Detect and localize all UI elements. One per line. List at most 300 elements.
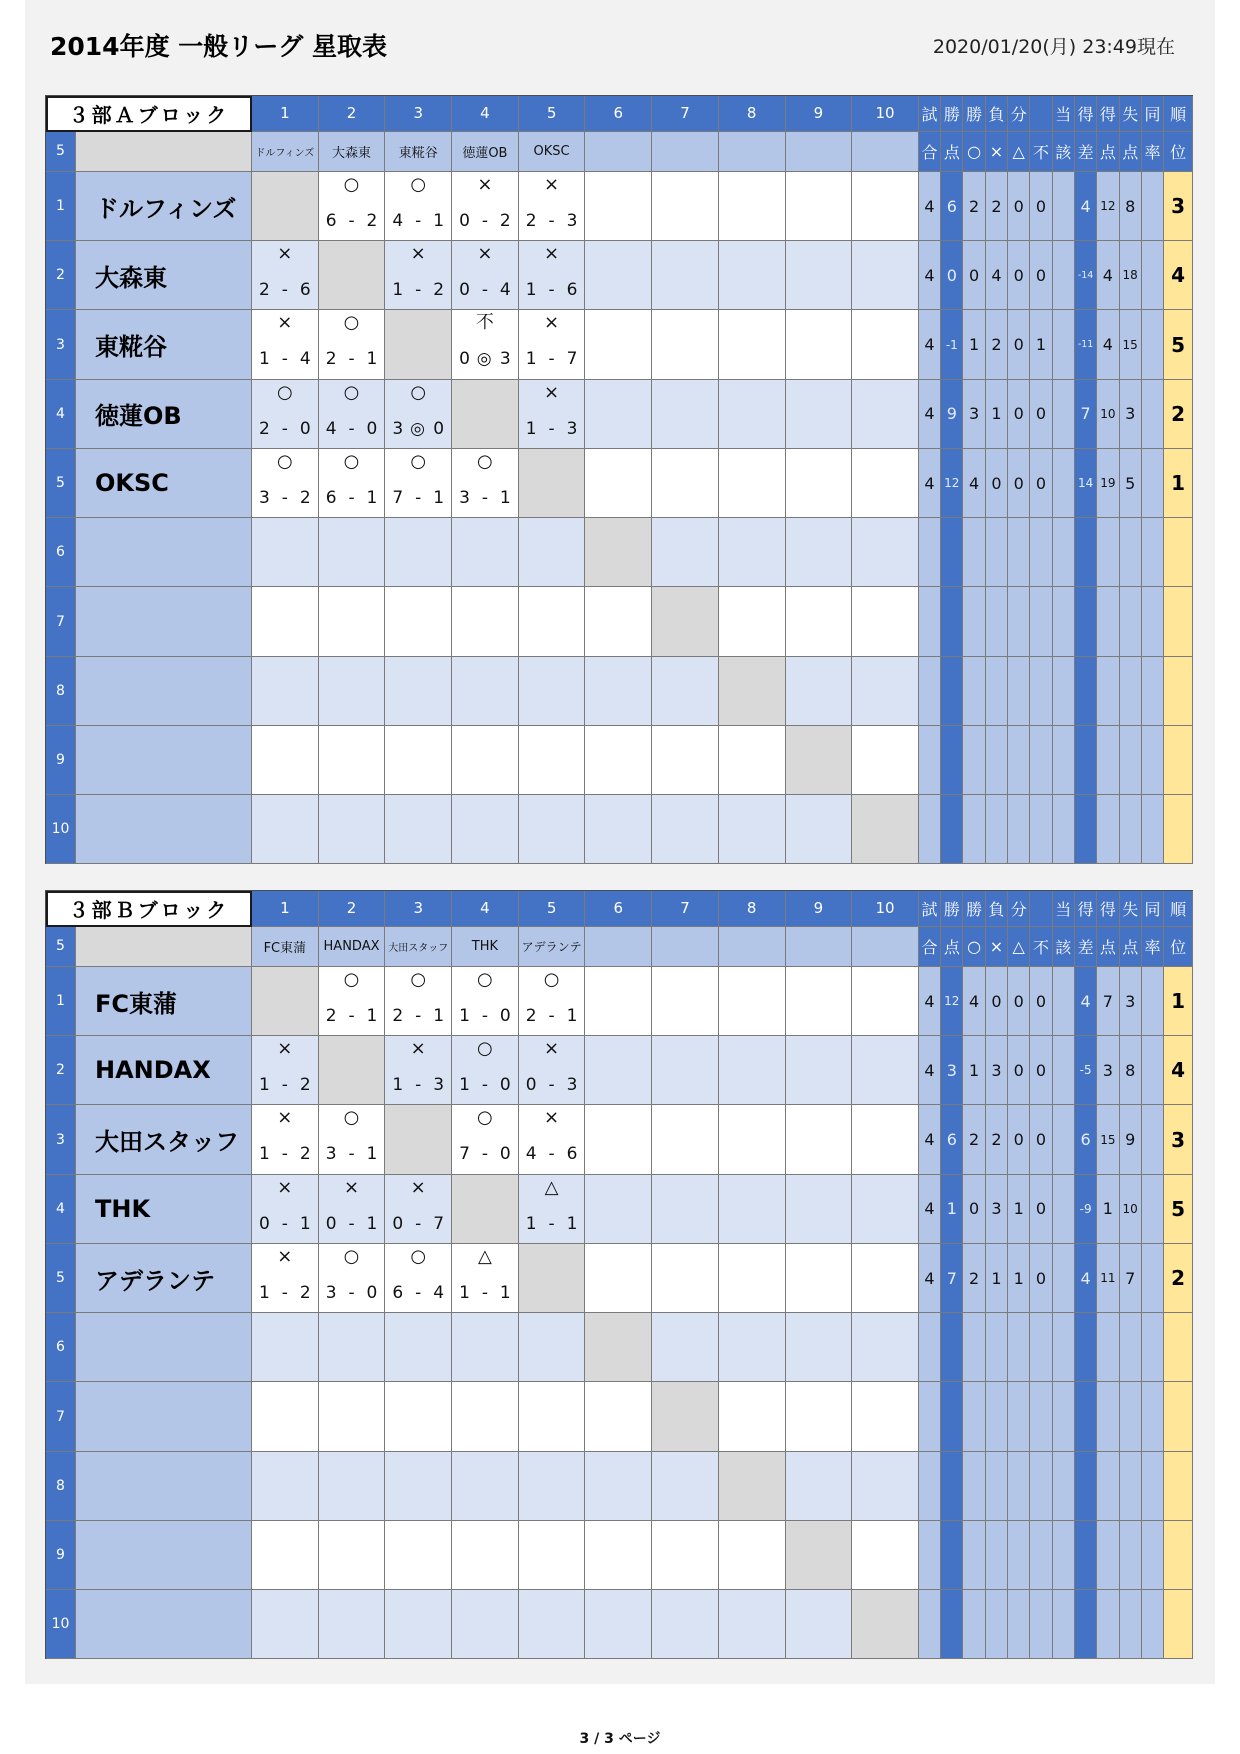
- match-score: 3 - 0: [325, 1282, 378, 1303]
- column-number-10: 10: [852, 891, 919, 927]
- stat-head-to-head: [1053, 1175, 1075, 1244]
- stat-wins: [963, 726, 985, 795]
- stat-rank: [1164, 657, 1193, 726]
- empty-match-cell: [585, 726, 652, 795]
- empty-match-cell: [719, 1521, 786, 1590]
- empty-match-cell: [252, 726, 319, 795]
- stat-wins: [963, 657, 985, 726]
- match-score: 1 - 2: [392, 280, 445, 301]
- team-name-cell: [76, 241, 252, 310]
- stat-goals-for: [1097, 1382, 1119, 1451]
- stat-head-to-head: [1053, 795, 1075, 864]
- result-mark: ×: [410, 1038, 426, 1060]
- empty-match-cell: [385, 657, 452, 726]
- stat-goals-for: 12: [1097, 172, 1119, 241]
- result-mark: ○: [410, 1245, 427, 1267]
- team-count: 5: [46, 927, 76, 967]
- short-name-cell-5: [519, 927, 586, 967]
- match-result-cell: [519, 310, 586, 379]
- column-number-10: 10: [852, 96, 919, 132]
- short-name-cell-4: [452, 132, 519, 172]
- empty-match-cell: [652, 449, 719, 518]
- stat-wins: [963, 1590, 985, 1659]
- empty-match-cell: [319, 1313, 386, 1382]
- empty-match-cell: [652, 310, 719, 379]
- result-mark: ○: [343, 312, 360, 334]
- empty-match-cell: [252, 587, 319, 656]
- short-name-cell-1: [252, 132, 319, 172]
- stat-goals-for: [1097, 1521, 1119, 1590]
- empty-match-cell: [452, 726, 519, 795]
- row-number: 9: [46, 1521, 76, 1590]
- empty-match-cell: [719, 1313, 786, 1382]
- opponent-short-name: 徳蓮OB: [462, 145, 508, 161]
- match-score: 3 - 2: [259, 487, 311, 508]
- stat-head-to-head: [1053, 1313, 1075, 1382]
- column-number-6: 6: [585, 96, 652, 132]
- stat-head-to-head: [1053, 1105, 1075, 1174]
- match-result-cell: [452, 1105, 519, 1174]
- stat-points: [941, 518, 963, 587]
- match-result-cell: [319, 1105, 386, 1174]
- stat-wins: [963, 1521, 985, 1590]
- short-name-cell-5: [519, 132, 586, 172]
- stat-header-points-top: 勝: [941, 96, 963, 132]
- match-score: 0 - 3: [525, 1075, 578, 1096]
- result-mark: ×: [477, 243, 493, 265]
- stat-goals-against: 15: [1120, 310, 1142, 379]
- match-result-cell: [319, 172, 386, 241]
- stat-goals-against: 10: [1120, 1175, 1142, 1244]
- stat-rank: 4: [1164, 1036, 1193, 1105]
- match-result-cell: [385, 1244, 452, 1313]
- stat-header-games-top: 試: [919, 96, 941, 132]
- stat-header-goals-for-top: 得: [1097, 96, 1119, 132]
- row-number: 6: [46, 518, 76, 587]
- empty-match-cell: [652, 518, 719, 587]
- column-number-9: 9: [786, 891, 853, 927]
- match-score: 1 - 3: [392, 1075, 445, 1096]
- stat-header-tie-rate-bottom: 率: [1142, 927, 1164, 967]
- stat-header-draws-top: 分: [1008, 891, 1030, 927]
- empty-match-cell: [852, 1313, 919, 1382]
- empty-match-cell: [519, 657, 586, 726]
- stat-draws: [1008, 1452, 1030, 1521]
- stat-rank: [1164, 587, 1193, 656]
- empty-match-cell: [319, 1521, 386, 1590]
- result-mark: ×: [544, 173, 560, 195]
- self-match-cell: [252, 967, 319, 1036]
- stat-games: [919, 657, 941, 726]
- match-score: 1 - 7: [525, 349, 578, 370]
- match-score: 0 - 1: [325, 1213, 378, 1234]
- stat-goal-diff: [1075, 1590, 1097, 1659]
- empty-match-cell: [652, 380, 719, 449]
- match-result-cell: [385, 172, 452, 241]
- result-mark: △: [544, 1176, 559, 1198]
- empty-match-cell: [252, 1590, 319, 1659]
- stat-goals-against: 8: [1120, 1036, 1142, 1105]
- stat-goals-for: 3: [1097, 1036, 1119, 1105]
- stat-head-to-head: [1053, 310, 1075, 379]
- match-result-cell: [252, 380, 319, 449]
- short-name-cell-6: [585, 927, 652, 967]
- match-score: 0 - 2: [459, 210, 511, 231]
- match-result-cell: [452, 449, 519, 518]
- column-number-7: 7: [652, 96, 719, 132]
- stat-forfeits: 0: [1030, 380, 1052, 449]
- result-mark: ×: [277, 1245, 293, 1267]
- empty-match-cell: [652, 1590, 719, 1659]
- empty-match-cell: [786, 657, 853, 726]
- stat-goal-diff: -5: [1075, 1036, 1097, 1105]
- stat-wins: [963, 1382, 985, 1451]
- empty-match-cell: [452, 1521, 519, 1590]
- stat-wins: 2: [963, 1105, 985, 1174]
- stat-forfeits: [1030, 518, 1052, 587]
- stat-goals-against: 3: [1120, 967, 1142, 1036]
- empty-match-cell: [252, 1382, 319, 1451]
- match-result-cell: [319, 449, 386, 518]
- stat-goal-diff: [1075, 587, 1097, 656]
- stat-games: [919, 1521, 941, 1590]
- stat-tie-rate: [1142, 726, 1164, 795]
- empty-match-cell: [786, 172, 853, 241]
- short-name-cell-8: [719, 132, 786, 172]
- result-mark: ○: [276, 381, 293, 403]
- stat-draws: 1: [1008, 1175, 1030, 1244]
- stat-rank: 5: [1164, 1175, 1193, 1244]
- empty-match-cell: [852, 241, 919, 310]
- match-score: 1 - 0: [459, 1005, 511, 1026]
- stat-header-rank-top: 順: [1164, 891, 1193, 927]
- stat-tie-rate: [1142, 518, 1164, 587]
- match-score: 4 - 0: [325, 418, 378, 439]
- result-mark: ×: [544, 1107, 560, 1129]
- match-result-cell: [519, 967, 586, 1036]
- as-of-timestamp: 2020/01/20(月) 23:49現在: [932, 36, 1175, 58]
- column-number-2: 2: [319, 891, 386, 927]
- empty-match-cell: [852, 657, 919, 726]
- short-name-cell-8: [719, 927, 786, 967]
- stat-games: 4: [919, 449, 941, 518]
- stat-goals-for: [1097, 587, 1119, 656]
- stat-goal-diff: 7: [1075, 380, 1097, 449]
- stat-header-tie-rate-bottom: 率: [1142, 132, 1164, 172]
- stat-header-forfeits-top: [1030, 891, 1052, 927]
- stat-draws: [1008, 1590, 1030, 1659]
- row-number: 4: [46, 380, 76, 449]
- empty-match-cell: [786, 1382, 853, 1451]
- stat-tie-rate: [1142, 967, 1164, 1036]
- stat-goal-diff: [1075, 657, 1097, 726]
- short-name-cell-6: [585, 132, 652, 172]
- empty-match-cell: [719, 1175, 786, 1244]
- empty-match-cell: [786, 449, 853, 518]
- empty-match-cell: [585, 1036, 652, 1105]
- stat-header-tie-rate-top: 同: [1142, 96, 1164, 132]
- self-match-cell: [852, 795, 919, 864]
- result-mark: ○: [410, 968, 427, 990]
- match-score: 6 - 2: [325, 210, 378, 231]
- stat-head-to-head: [1053, 241, 1075, 310]
- result-mark: ○: [343, 173, 360, 195]
- match-result-cell: [252, 1244, 319, 1313]
- empty-match-cell: [452, 518, 519, 587]
- stat-tie-rate: [1142, 1452, 1164, 1521]
- empty-match-cell: [852, 518, 919, 587]
- result-mark: ○: [343, 450, 360, 472]
- opponent-short-name: OKSC: [533, 143, 570, 159]
- stat-goals-against: [1120, 587, 1142, 656]
- stat-wins: 2: [963, 172, 985, 241]
- stat-losses: [986, 1313, 1008, 1382]
- result-mark: ×: [277, 1176, 293, 1198]
- team-name-cell: [76, 726, 252, 795]
- stat-forfeits: [1030, 1452, 1052, 1521]
- empty-match-cell: [452, 1452, 519, 1521]
- stat-goals-against: 3: [1120, 380, 1142, 449]
- stat-points: [941, 1521, 963, 1590]
- team-name: 徳蓮OB: [95, 402, 182, 431]
- match-score: 0 - 7: [392, 1213, 445, 1234]
- column-number-4: 4: [452, 96, 519, 132]
- stat-forfeits: 0: [1030, 1105, 1052, 1174]
- empty-match-cell: [585, 1521, 652, 1590]
- team-name-cell: [76, 657, 252, 726]
- stat-rank: 4: [1164, 241, 1193, 310]
- empty-match-cell: [652, 726, 719, 795]
- empty-match-cell: [786, 241, 853, 310]
- stat-head-to-head: [1053, 967, 1075, 1036]
- empty-match-cell: [385, 518, 452, 587]
- stat-goals-for: 4: [1097, 310, 1119, 379]
- stat-head-to-head: [1053, 587, 1075, 656]
- short-name-cell-1: [252, 927, 319, 967]
- team-name-cell: [76, 518, 252, 587]
- match-result-cell: [519, 241, 586, 310]
- stat-tie-rate: [1142, 1313, 1164, 1382]
- match-result-cell: [519, 1036, 586, 1105]
- result-mark: 不: [475, 312, 494, 334]
- stat-tie-rate: [1142, 587, 1164, 656]
- team-name: HANDAX: [95, 1056, 211, 1085]
- row-number: 5: [46, 1244, 76, 1313]
- empty-match-cell: [519, 795, 586, 864]
- stat-losses: 2: [986, 1105, 1008, 1174]
- result-mark: △: [477, 1245, 492, 1267]
- stat-tie-rate: [1142, 1175, 1164, 1244]
- result-mark: ×: [277, 243, 293, 265]
- short-name-cell-2: [319, 132, 386, 172]
- match-score: 0 - 4: [459, 280, 511, 301]
- column-number-1: 1: [252, 891, 319, 927]
- empty-match-cell: [385, 795, 452, 864]
- empty-match-cell: [585, 310, 652, 379]
- empty-match-cell: [852, 380, 919, 449]
- stat-head-to-head: [1053, 380, 1075, 449]
- empty-match-cell: [452, 1590, 519, 1659]
- empty-match-cell: [852, 1036, 919, 1105]
- result-mark: ×: [477, 173, 493, 195]
- team-name-cell: [76, 172, 252, 241]
- empty-match-cell: [319, 587, 386, 656]
- empty-match-cell: [252, 1313, 319, 1382]
- empty-match-cell: [786, 1244, 853, 1313]
- stat-goals-against: 7: [1120, 1244, 1142, 1313]
- stat-tie-rate: [1142, 310, 1164, 379]
- opponent-short-name: ドルフィンズ: [255, 147, 315, 159]
- empty-match-cell: [519, 1521, 586, 1590]
- stat-losses: 4: [986, 241, 1008, 310]
- empty-match-cell: [786, 1590, 853, 1659]
- block-label: ３部Ｂブロック: [46, 891, 252, 927]
- match-result-cell: [319, 310, 386, 379]
- match-result-cell: [252, 1036, 319, 1105]
- empty-match-cell: [852, 587, 919, 656]
- result-mark: ○: [343, 968, 360, 990]
- short-name-cell-3: [385, 927, 452, 967]
- stat-points: 1: [941, 1175, 963, 1244]
- stat-points: [941, 1313, 963, 1382]
- stat-header-forfeits-bottom: 不: [1030, 132, 1052, 172]
- row-number: 10: [46, 795, 76, 864]
- empty-match-cell: [786, 1313, 853, 1382]
- match-result-cell: [252, 310, 319, 379]
- stat-games: 4: [919, 380, 941, 449]
- empty-match-cell: [719, 1244, 786, 1313]
- team-name-cell: [76, 310, 252, 379]
- stat-goal-diff: [1075, 518, 1097, 587]
- self-match-cell: [719, 1452, 786, 1521]
- stat-header-head-to-head-bottom: 該: [1053, 132, 1075, 172]
- empty-match-cell: [719, 726, 786, 795]
- empty-match-cell: [786, 380, 853, 449]
- self-match-cell: [385, 1105, 452, 1174]
- opponent-short-name: アデランテ: [521, 939, 582, 954]
- stat-header-goals-against-top: 失: [1120, 891, 1142, 927]
- opponent-short-name: FC東蒲: [263, 940, 307, 956]
- empty-match-cell: [385, 587, 452, 656]
- block-b-standings-table: [45, 890, 1193, 1659]
- stat-wins: [963, 1452, 985, 1521]
- team-name-cell: [76, 1244, 252, 1313]
- stat-header-wins-bottom: ○: [963, 927, 985, 967]
- stat-goal-diff: 6: [1075, 1105, 1097, 1174]
- stat-goal-diff: [1075, 726, 1097, 795]
- match-score: 4 - 6: [525, 1144, 578, 1165]
- match-result-cell: [385, 1175, 452, 1244]
- stat-header-tie-rate-top: 同: [1142, 891, 1164, 927]
- empty-match-cell: [585, 795, 652, 864]
- stat-rank: [1164, 1590, 1193, 1659]
- short-name-cell-10: [852, 132, 919, 172]
- empty-match-cell: [585, 657, 652, 726]
- stat-points: [941, 726, 963, 795]
- stat-tie-rate: [1142, 1105, 1164, 1174]
- match-score: 6 - 1: [325, 487, 378, 508]
- result-mark: ○: [477, 1107, 493, 1129]
- stat-goals-against: 5: [1120, 449, 1142, 518]
- result-mark: ○: [477, 450, 493, 472]
- stat-rank: 2: [1164, 1244, 1193, 1313]
- row-number: 7: [46, 1382, 76, 1451]
- empty-match-cell: [652, 241, 719, 310]
- empty-match-cell: [786, 1452, 853, 1521]
- empty-match-cell: [652, 967, 719, 1036]
- stat-tie-rate: [1142, 1521, 1164, 1590]
- result-mark: ×: [544, 243, 560, 265]
- stat-rank: 3: [1164, 172, 1193, 241]
- stat-head-to-head: [1053, 518, 1075, 587]
- empty-match-cell: [652, 795, 719, 864]
- stat-draws: 0: [1008, 449, 1030, 518]
- match-score: 2 - 1: [325, 1005, 378, 1026]
- stat-tie-rate: [1142, 795, 1164, 864]
- stat-losses: [986, 1452, 1008, 1521]
- stat-rank: [1164, 1313, 1193, 1382]
- row-number: 9: [46, 726, 76, 795]
- match-result-cell: [519, 1175, 586, 1244]
- stat-rank: [1164, 726, 1193, 795]
- match-score: 4 - 1: [392, 210, 445, 231]
- stat-draws: [1008, 1313, 1030, 1382]
- empty-match-cell: [585, 1590, 652, 1659]
- self-match-cell: [786, 1521, 853, 1590]
- stat-wins: 2: [963, 1244, 985, 1313]
- stat-goal-diff: 4: [1075, 172, 1097, 241]
- match-result-cell: [385, 967, 452, 1036]
- team-name-cell: [76, 1382, 252, 1451]
- empty-match-cell: [385, 1313, 452, 1382]
- stat-goals-for: 4: [1097, 241, 1119, 310]
- stat-losses: [986, 726, 1008, 795]
- stat-forfeits: 0: [1030, 1175, 1052, 1244]
- stat-wins: [963, 1313, 985, 1382]
- stat-head-to-head: [1053, 1382, 1075, 1451]
- stat-goal-diff: [1075, 1313, 1097, 1382]
- match-result-cell: [519, 380, 586, 449]
- stat-header-goal-diff-bottom: 差: [1075, 132, 1097, 172]
- stat-games: 4: [919, 967, 941, 1036]
- stat-draws: [1008, 657, 1030, 726]
- stat-losses: [986, 1590, 1008, 1659]
- short-name-cell-9: [786, 132, 853, 172]
- opponent-short-name: 大田スタッフ: [388, 942, 449, 954]
- match-result-cell: [319, 380, 386, 449]
- stat-forfeits: 0: [1030, 172, 1052, 241]
- stat-rank: 3: [1164, 1105, 1193, 1174]
- stat-wins: 0: [963, 1175, 985, 1244]
- stat-goals-for: [1097, 657, 1119, 726]
- stat-goals-against: [1120, 1590, 1142, 1659]
- row-number: 8: [46, 1452, 76, 1521]
- self-match-cell: [786, 726, 853, 795]
- empty-match-cell: [319, 1382, 386, 1451]
- stat-goals-for: [1097, 795, 1119, 864]
- result-mark: ○: [343, 1245, 360, 1267]
- empty-match-cell: [719, 1382, 786, 1451]
- match-result-cell: [252, 449, 319, 518]
- stat-losses: [986, 795, 1008, 864]
- stat-header-forfeits-top: [1030, 96, 1052, 132]
- stat-goals-against: [1120, 518, 1142, 587]
- empty-match-cell: [652, 1105, 719, 1174]
- page-number: 3 / 3 ページ: [579, 1731, 661, 1747]
- stat-games: [919, 726, 941, 795]
- empty-match-cell: [786, 1036, 853, 1105]
- stat-points: [941, 1590, 963, 1659]
